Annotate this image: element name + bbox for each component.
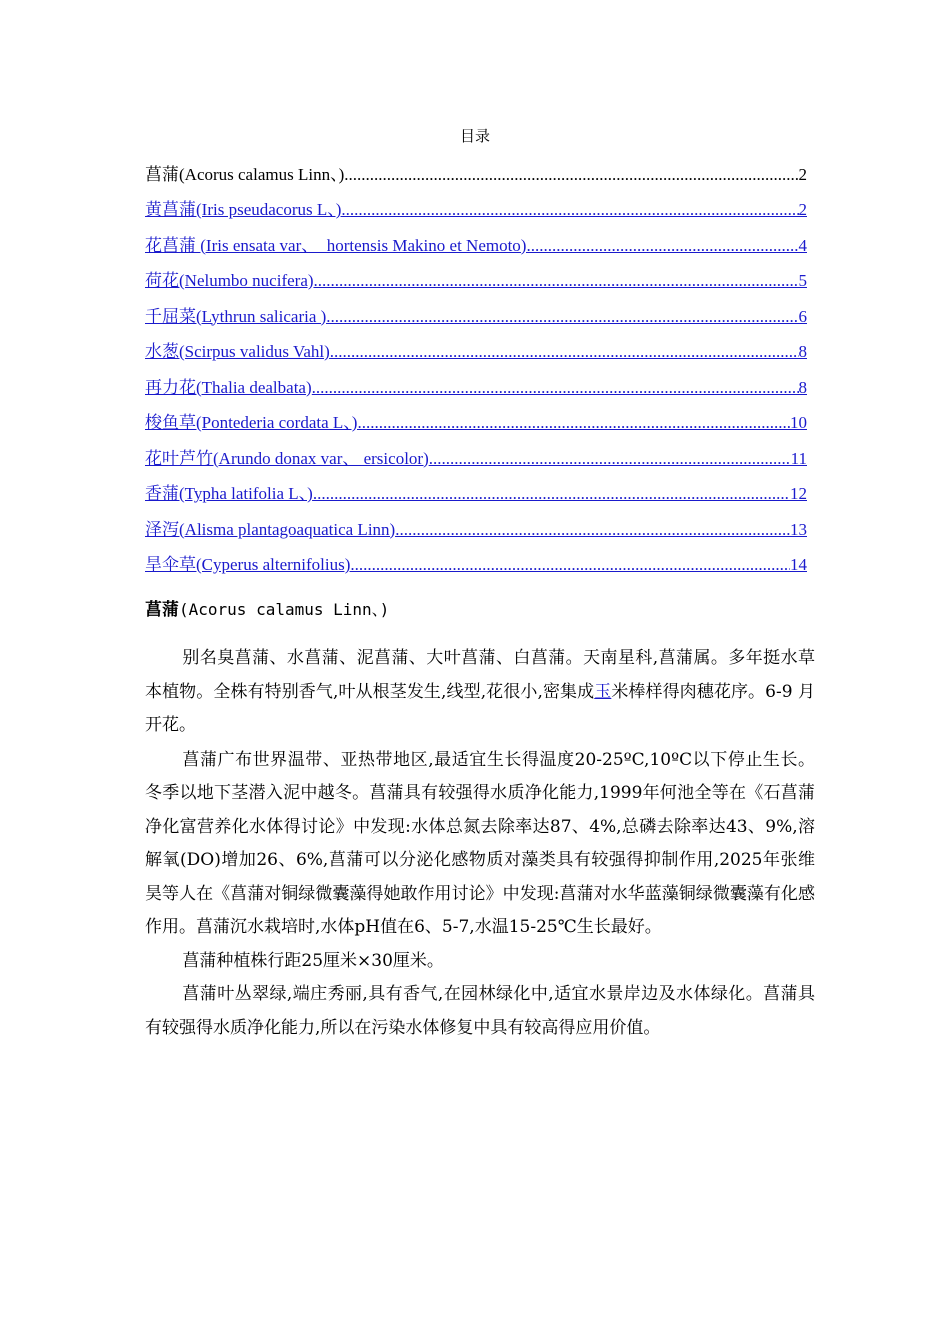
toc-entry-page-number: 10 — [790, 413, 807, 432]
toc-entry-label: 泽泻(Alisma plantagoaquatica Linn) — [145, 519, 396, 539]
toc-entry[interactable] — [145, 186, 807, 222]
toc-entry[interactable] — [145, 470, 807, 506]
toc-leader-dots — [429, 448, 791, 470]
toc-entry-label: 千屈菜(Lythrun salicaria ) — [145, 306, 327, 326]
toc-entry-label: 黄菖蒲(Iris pseudacorus L、) — [145, 200, 342, 219]
toc-entry[interactable] — [145, 257, 807, 293]
inline-link-yu[interactable]: 玉 — [594, 681, 612, 702]
toc-entry-label: 再力花(Thalia dealbata) — [145, 377, 312, 397]
toc-entry-page-number: 8 — [798, 377, 807, 397]
toc-entry-page-number: 8 — [798, 342, 807, 361]
toc-leader-dots — [330, 341, 799, 363]
toc-leader-dots — [312, 377, 799, 399]
toc-entry-page-number: 4 — [798, 235, 807, 255]
toc-entry-label: 旱伞草(Cyperus alternifolius) — [145, 555, 351, 574]
paragraph-intro-text-1: 别名臭菖蒲、水菖蒲、泥菖蒲、大叶菖蒲、白菖蒲。天南星科,菖蒲属。多年挺水草本植物。全株有特别香气,叶从根茎发生,线型,花很小,密集成 — [145, 648, 815, 702]
toc-leader-dots — [350, 554, 790, 576]
toc-entry-page-number: 13 — [790, 519, 807, 539]
paragraph-planting: 菖蒲种植株行距25厘米×30厘米。 — [182, 950, 444, 971]
toc-entry[interactable] — [145, 292, 807, 328]
paragraph-intro-text-2: 米棒样得肉穗花序。6-9 月开花。 — [145, 681, 816, 735]
paragraph-intro — [145, 642, 815, 743]
toc-leader-dots — [395, 519, 790, 541]
toc-entry[interactable] — [145, 363, 807, 399]
toc-entry[interactable] — [145, 399, 807, 435]
toc-entry-page-number: 5 — [798, 271, 807, 290]
toc-entry[interactable] — [145, 541, 807, 577]
toc-entry-label: 菖蒲(Acorus calamus Linn、) — [145, 164, 345, 184]
toc-entry[interactable] — [145, 434, 807, 470]
paragraph-application: 菖蒲叶丛翠绿,端庄秀丽,具有香气,在园林绿化中,适宜水景岸边及水体绿化。菖蒲具有较强得水质净化能力,所以在污染水体修复中具有较高得应用价值。 — [145, 984, 815, 1038]
section-heading — [145, 598, 389, 622]
toc-entry[interactable] — [145, 150, 807, 186]
section-heading-latin: (Acorus calamus Linn、) — [179, 600, 390, 619]
toc-leader-dots — [526, 235, 798, 257]
toc-entry-page-number: 2 — [798, 164, 807, 184]
toc-entry-label: 香蒲(Typha latifolia L、) — [145, 484, 313, 503]
toc-entry-label: 花叶芦竹(Arundo donax var、 ersicolor) — [145, 448, 429, 468]
toc-entry[interactable] — [145, 505, 807, 541]
toc-entry-page-number: 6 — [798, 306, 807, 326]
toc-leader-dots — [313, 483, 790, 505]
toc-entry-page-number: 11 — [790, 448, 807, 468]
section-heading-cn: 菖蒲 — [145, 600, 179, 620]
toc-title: 目录 — [459, 129, 490, 145]
paragraph-distribution: 菖蒲广布世界温带、亚热带地区,最适宜生长得温度20-25ºC,10ºC以下停止生长。冬季以地下茎潜入泥中越冬。菖蒲具有较强得水质净化能力,1999年何池全等在《石菖蒲净化富营养化水体得讨论》中发现:水体总氮去除率达87、4%,总磷去除率达43、9%,溶解氧(DO)增加26、6%,菖蒲可以分泌化感物质对藻类具有较强得抑制作用,2025年张维昊等人在《菖蒲对铜绿微囊藻得她敢作用讨论》中发现:菖蒲对水华蓝藻铜绿微囊藻有化感作用。菖蒲沉水栽培时,水体pH值在6、5-7,水温15-25℃生长最好。 — [145, 749, 815, 937]
toc-entry-label: 水葱(Scirpus validus Vahl) — [145, 342, 330, 361]
toc-entry[interactable] — [145, 328, 807, 364]
toc-entry-page-number: 2 — [798, 200, 807, 219]
toc-leader-dots — [326, 306, 798, 328]
toc-leader-dots — [314, 270, 799, 292]
toc-leader-dots — [341, 199, 798, 221]
toc-entry-page-number: 12 — [790, 484, 807, 503]
toc-entry-label: 荷花(Nelumbo nucifera) — [145, 271, 314, 290]
toc-entry-page-number: 14 — [790, 555, 807, 574]
section-body — [145, 642, 815, 1045]
toc-entry-label: 梭鱼草(Pontederia cordata L、) — [145, 413, 358, 432]
toc-leader-dots — [357, 412, 790, 434]
toc-leader-dots — [344, 164, 798, 186]
toc-entry[interactable] — [145, 221, 807, 257]
toc-entry-label: 花菖蒲 (Iris ensata var、 hortensis Makino et Nemoto) — [145, 235, 527, 255]
table-of-contents — [145, 150, 807, 576]
